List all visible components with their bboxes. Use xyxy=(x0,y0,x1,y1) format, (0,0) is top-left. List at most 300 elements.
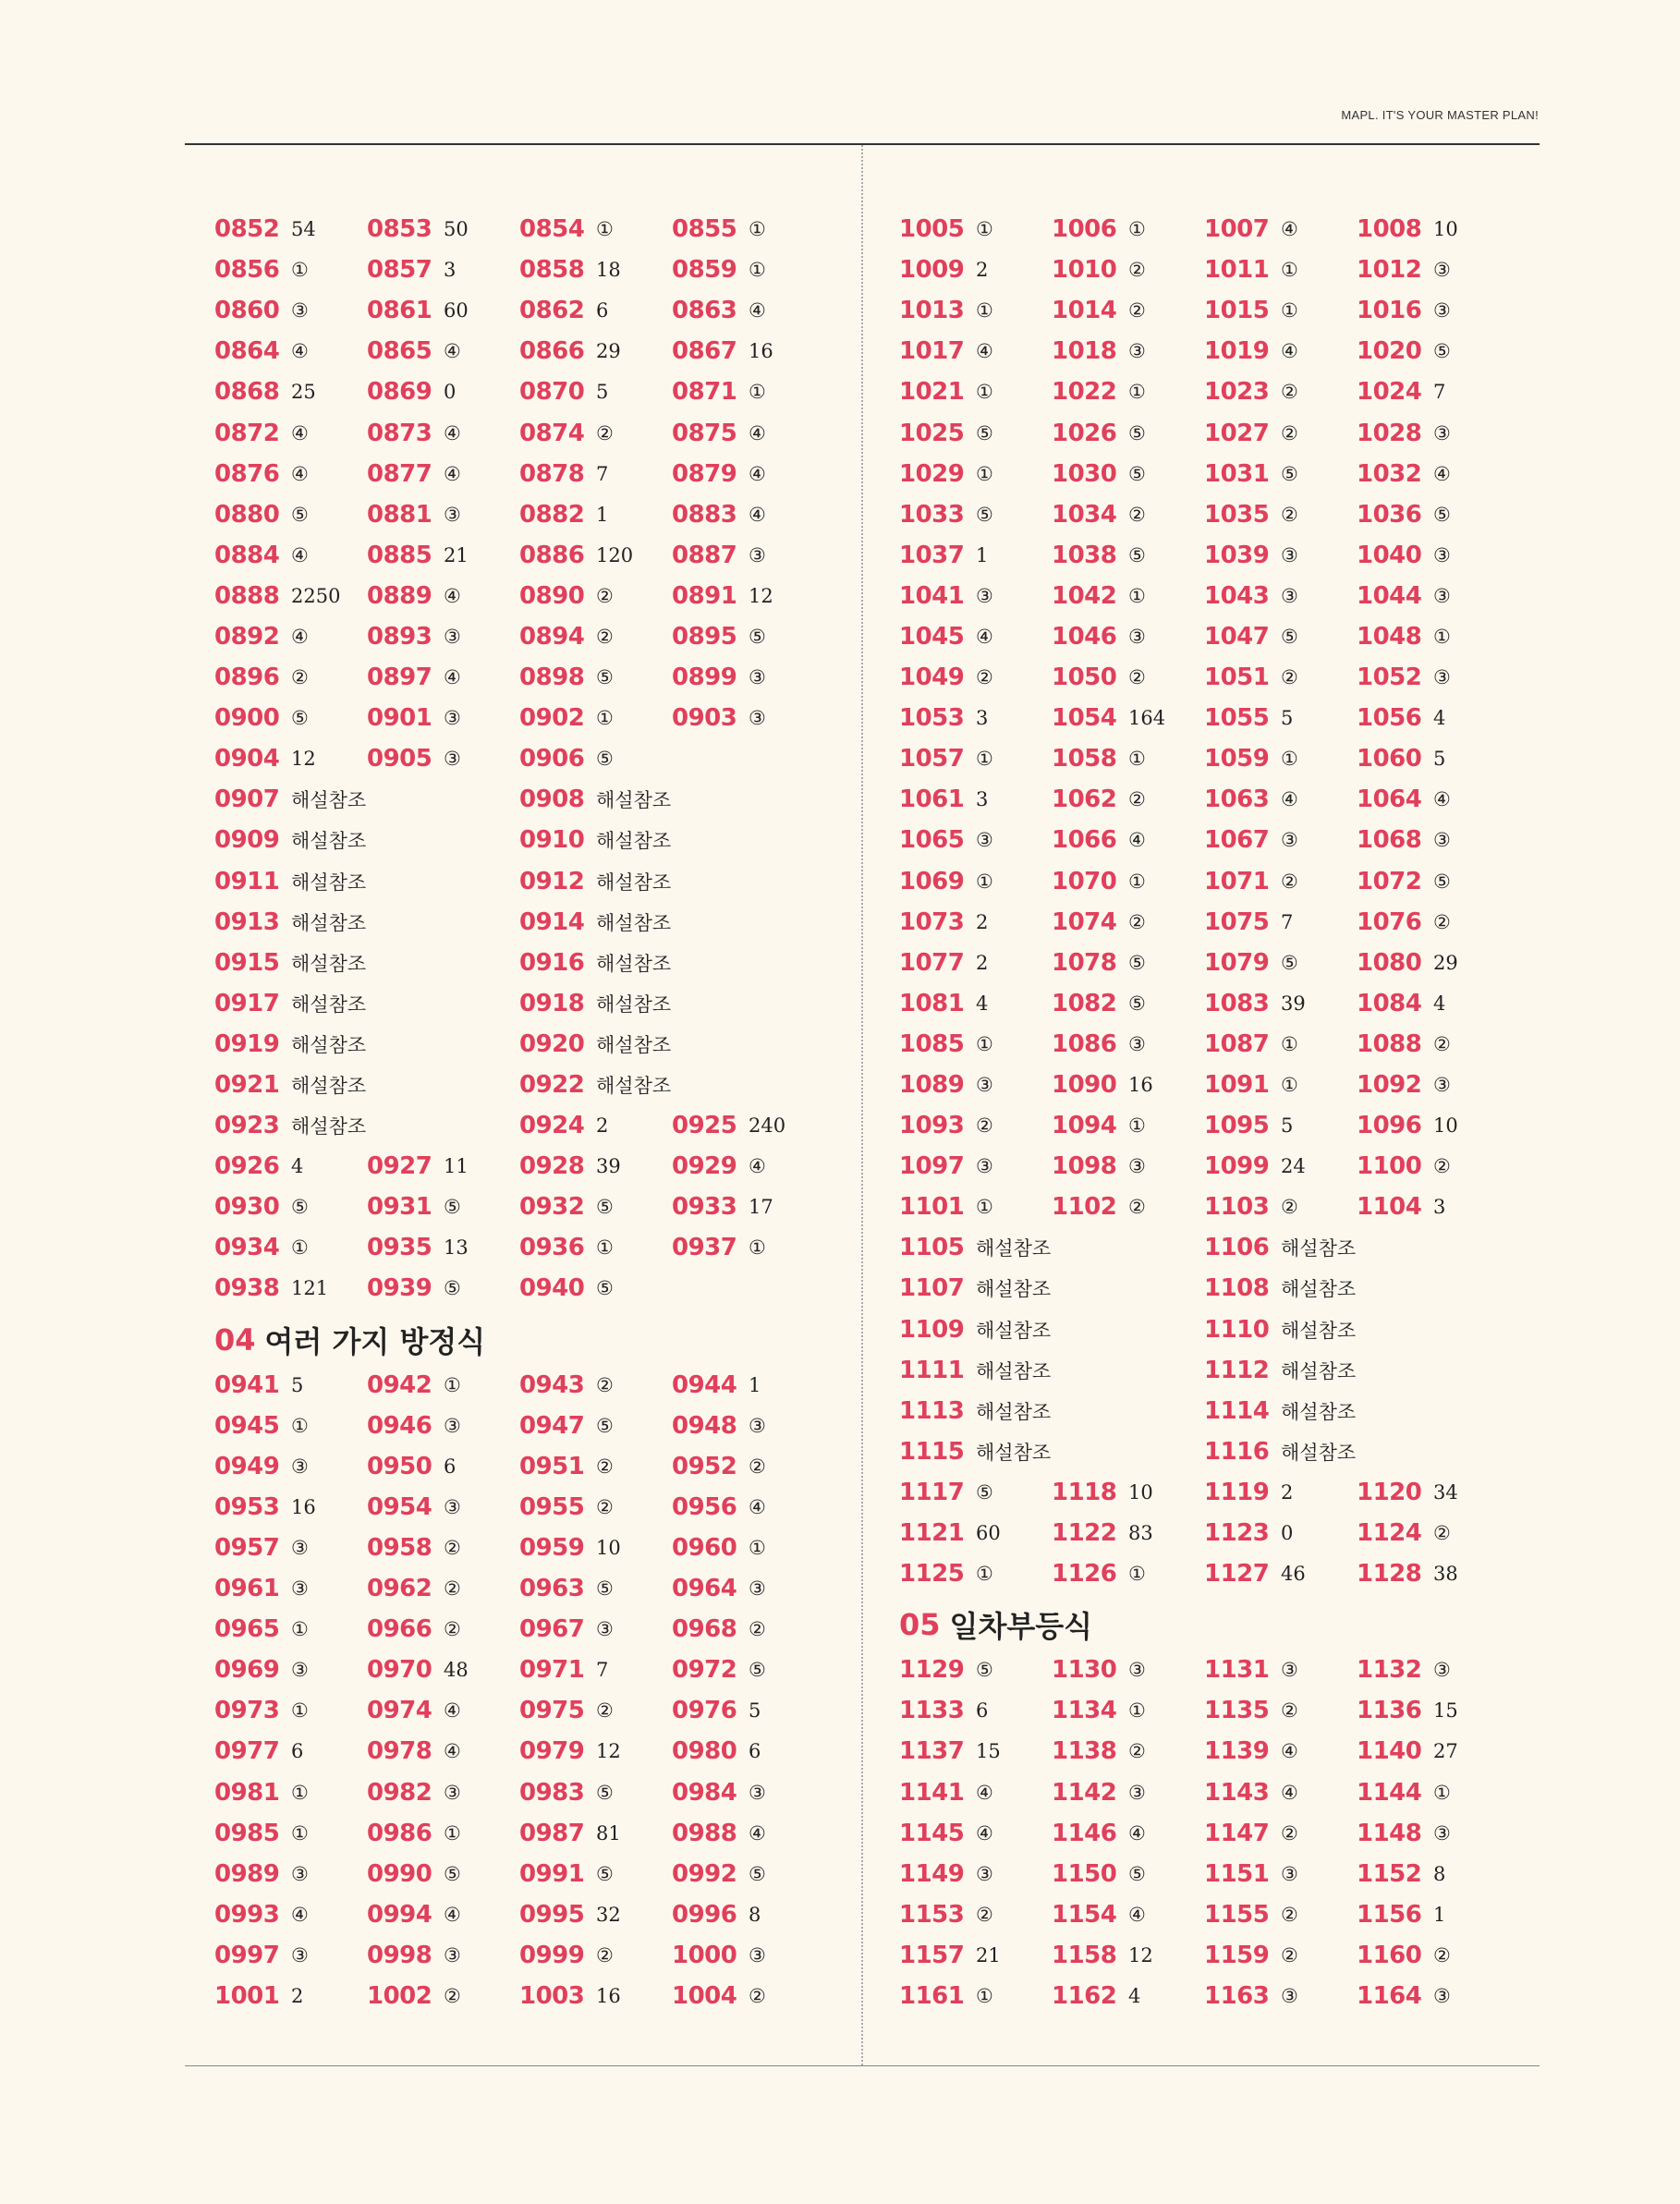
answer-value: ③ xyxy=(291,1943,309,1967)
problem-number: 0897 xyxy=(367,664,432,692)
answer-value: ⑤ xyxy=(1128,421,1146,444)
problem-number: 0947 xyxy=(519,1411,585,1440)
answer-row xyxy=(899,1690,1528,1731)
answer-value: 해설참조 xyxy=(291,871,367,894)
problem-number: 1095 xyxy=(1204,1112,1270,1140)
answer-value: 120 xyxy=(596,543,634,566)
problem-number: 1149 xyxy=(899,1859,965,1888)
problem-number: 0893 xyxy=(367,622,432,651)
answer-row xyxy=(899,1772,1528,1812)
problem-number: 1122 xyxy=(1052,1519,1117,1548)
problem-number: 0896 xyxy=(214,664,280,692)
answer-value: ① xyxy=(976,462,993,485)
problem-number: 1130 xyxy=(1052,1656,1117,1685)
answer-value: ④ xyxy=(749,421,766,444)
answer-pair xyxy=(672,1234,824,1261)
answer-pair xyxy=(367,337,519,365)
answer-value: ③ xyxy=(1281,1659,1298,1682)
answer-value: ④ xyxy=(444,1903,461,1926)
answer-pair xyxy=(214,826,519,854)
answer-pair xyxy=(672,1193,824,1221)
answer-value: 2 xyxy=(1281,1480,1294,1504)
problem-number: 1033 xyxy=(899,500,965,529)
answer-value: ② xyxy=(1281,870,1298,893)
answer-pair xyxy=(899,785,1052,813)
answer-pair xyxy=(899,1234,1204,1261)
answer-value: ① xyxy=(1128,1563,1146,1586)
answer-pair xyxy=(1052,378,1204,406)
answer-row xyxy=(214,576,843,616)
answer-row xyxy=(214,1935,843,1976)
problem-number: 1037 xyxy=(899,541,965,569)
answer-pair xyxy=(899,1656,1052,1684)
problem-number: 1108 xyxy=(1204,1274,1270,1303)
answer-pair xyxy=(672,256,824,284)
answer-pair xyxy=(1357,1697,1509,1724)
answer-value: 1 xyxy=(976,543,989,566)
problem-number: 1090 xyxy=(1052,1071,1117,1100)
answer-pair xyxy=(672,215,824,243)
answer-value: ① xyxy=(976,748,993,771)
answer-value: 해설참조 xyxy=(291,992,367,1016)
answer-pair xyxy=(214,1615,367,1643)
problem-number: 1029 xyxy=(899,459,965,488)
answer-row xyxy=(214,1731,843,1772)
problem-number: 0956 xyxy=(672,1492,737,1521)
answer-pair xyxy=(672,460,824,488)
answer-value: 10 xyxy=(1433,218,1458,241)
answer-pair xyxy=(899,460,1052,488)
answer-pair xyxy=(899,868,1052,895)
answer-row xyxy=(899,698,1528,738)
answer-pair xyxy=(214,1112,519,1139)
answer-pair xyxy=(1357,1519,1509,1547)
section-number: 05 xyxy=(899,1607,941,1643)
problem-number: 0869 xyxy=(367,378,432,407)
problem-number: 1113 xyxy=(899,1396,965,1425)
answer-value: 12 xyxy=(291,748,316,771)
answer-pair xyxy=(1204,1737,1357,1765)
answer-value: 39 xyxy=(1281,992,1306,1015)
problem-number: 0998 xyxy=(367,1941,432,1969)
answer-value: ③ xyxy=(749,543,766,566)
answer-value: 6 xyxy=(444,1455,457,1478)
answer-value: ⑤ xyxy=(596,748,614,771)
problem-number: 1045 xyxy=(899,622,965,651)
answer-row xyxy=(214,1568,843,1609)
problem-number: 1079 xyxy=(1204,948,1270,977)
problem-number: 1003 xyxy=(519,1981,585,2010)
problem-number: 0923 xyxy=(214,1112,280,1140)
answer-value: ② xyxy=(596,1455,614,1478)
answer-value: ③ xyxy=(1433,666,1451,689)
problem-number: 0926 xyxy=(214,1152,280,1181)
problem-number: 1142 xyxy=(1052,1778,1117,1807)
problem-number: 1162 xyxy=(1052,1981,1117,2010)
problem-number: 0905 xyxy=(367,745,432,773)
answer-value: 10 xyxy=(596,1536,621,1559)
answer-value: ⑤ xyxy=(596,1577,614,1601)
answer-value: 11 xyxy=(444,1155,469,1178)
answer-value: ⑤ xyxy=(444,1277,461,1300)
problem-number: 0953 xyxy=(214,1492,280,1521)
problem-number: 0969 xyxy=(214,1656,280,1685)
answer-pair xyxy=(367,215,519,243)
answer-pair xyxy=(519,1030,824,1058)
problem-number: 0982 xyxy=(367,1778,432,1807)
answer-pair xyxy=(214,1371,367,1399)
answer-pair xyxy=(367,1737,519,1765)
problem-number: 1084 xyxy=(1357,989,1422,1017)
answer-value: ② xyxy=(1281,666,1298,689)
answer-pair xyxy=(1204,215,1357,243)
answer-row xyxy=(214,494,843,535)
problem-number: 1117 xyxy=(899,1478,965,1506)
problem-number: 0879 xyxy=(672,459,737,488)
answer-pair xyxy=(367,623,519,651)
answer-value: ① xyxy=(749,218,766,241)
answer-row xyxy=(899,1513,1528,1553)
problem-number: 0940 xyxy=(519,1274,585,1303)
answer-value: ⑤ xyxy=(596,1781,614,1804)
answer-value: 12 xyxy=(749,584,773,607)
answer-value: 4 xyxy=(1128,1984,1141,2007)
problem-number: 0962 xyxy=(367,1575,432,1603)
problem-number: 1097 xyxy=(899,1152,965,1181)
answer-value: ② xyxy=(596,1495,614,1518)
answer-value: ② xyxy=(749,1455,766,1478)
answer-value: ③ xyxy=(291,1455,309,1478)
answer-row xyxy=(214,1446,843,1487)
problem-number: 1088 xyxy=(1357,1029,1422,1058)
answer-pair xyxy=(367,582,519,610)
answer-pair xyxy=(519,704,672,732)
problem-number: 1023 xyxy=(1204,378,1270,407)
answer-pair xyxy=(1204,1479,1357,1506)
problem-number: 1116 xyxy=(1204,1437,1270,1466)
problem-number: 1036 xyxy=(1357,500,1422,529)
answer-value: ③ xyxy=(1128,1659,1146,1682)
answer-value: ② xyxy=(1281,1821,1298,1845)
answer-value: ② xyxy=(1128,910,1146,933)
problem-number: 1126 xyxy=(1052,1560,1117,1589)
problem-number: 1080 xyxy=(1357,948,1422,977)
problem-number: 0939 xyxy=(367,1274,432,1303)
problem-number: 0974 xyxy=(367,1697,432,1725)
answer-pair xyxy=(1204,704,1357,732)
problem-number: 1133 xyxy=(899,1697,965,1725)
answer-value: ⑤ xyxy=(596,1196,614,1219)
answer-pair xyxy=(1204,1357,1509,1384)
answer-value: ⑤ xyxy=(1433,503,1451,526)
problem-number: 1155 xyxy=(1204,1900,1270,1929)
answer-pair xyxy=(214,1071,519,1099)
answer-value: 34 xyxy=(1433,1480,1458,1504)
answer-pair xyxy=(519,378,672,406)
answer-value: ③ xyxy=(1433,543,1451,566)
answer-value: ⑤ xyxy=(444,1196,461,1219)
problem-number: 0857 xyxy=(367,256,432,285)
answer-pair xyxy=(214,1737,367,1765)
problem-number: 1051 xyxy=(1204,664,1270,692)
problem-number: 0858 xyxy=(519,256,585,285)
answer-pair xyxy=(1052,1193,1204,1221)
answer-pair xyxy=(1204,1982,1357,2010)
problem-number: 0967 xyxy=(519,1615,585,1644)
answer-pair xyxy=(1357,460,1509,488)
answer-pair xyxy=(899,501,1052,529)
problem-number: 0907 xyxy=(214,785,280,814)
problem-number: 1069 xyxy=(899,867,965,895)
answer-row xyxy=(899,1731,1528,1772)
problem-number: 0968 xyxy=(672,1615,737,1644)
problem-number: 1007 xyxy=(1204,215,1270,244)
answer-value: ③ xyxy=(976,584,993,607)
problem-number: 1114 xyxy=(1204,1396,1270,1425)
problem-number: 0891 xyxy=(672,581,737,610)
answer-row xyxy=(214,412,843,453)
answer-value: 8 xyxy=(1433,1862,1446,1885)
answer-pair xyxy=(672,542,824,569)
answer-value: ⑤ xyxy=(976,503,993,526)
answer-value: ⑤ xyxy=(1281,462,1298,485)
answer-value: 24 xyxy=(1281,1155,1306,1178)
answer-value: ④ xyxy=(444,1740,461,1763)
problem-number: 1124 xyxy=(1357,1519,1422,1548)
answer-pair xyxy=(1357,704,1509,732)
problem-number: 1028 xyxy=(1357,419,1422,447)
answer-row xyxy=(214,1609,843,1650)
problem-number: 0938 xyxy=(214,1274,280,1303)
problem-number: 0977 xyxy=(214,1737,280,1766)
problem-number: 1137 xyxy=(899,1737,965,1766)
problem-number: 0964 xyxy=(672,1575,737,1603)
answer-row xyxy=(214,1894,843,1935)
problem-number: 1054 xyxy=(1052,704,1117,733)
answer-value: ① xyxy=(1128,1699,1146,1723)
answer-row xyxy=(214,209,843,250)
answer-pair xyxy=(1357,1152,1509,1180)
answer-value: 27 xyxy=(1433,1740,1458,1763)
answer-value: 29 xyxy=(596,340,621,363)
problem-number: 0996 xyxy=(672,1900,737,1929)
answer-value: 해설참조 xyxy=(976,1237,1052,1260)
answer-value: 해설참조 xyxy=(291,1075,367,1098)
answer-pair xyxy=(1357,745,1509,773)
answer-pair xyxy=(1052,990,1204,1017)
answer-pair xyxy=(899,1274,1204,1302)
answer-pair xyxy=(1052,745,1204,773)
answer-row xyxy=(899,454,1528,494)
answer-pair xyxy=(214,501,367,529)
answer-pair xyxy=(899,1357,1204,1384)
answer-pair xyxy=(899,1519,1052,1547)
answer-pair xyxy=(1204,1071,1357,1099)
answer-pair xyxy=(1052,1820,1204,1847)
answer-row xyxy=(214,1813,843,1854)
answer-value: 25 xyxy=(291,381,316,404)
answer-row xyxy=(214,616,843,657)
answer-pair xyxy=(672,1860,824,1888)
answer-block xyxy=(899,1650,1528,2016)
answer-value: 6 xyxy=(596,299,609,323)
answer-value: ⑤ xyxy=(749,1862,766,1885)
problem-number: 0861 xyxy=(367,297,432,325)
answer-pair xyxy=(899,542,1052,569)
answer-pair xyxy=(214,1779,367,1807)
problem-number: 1092 xyxy=(1357,1071,1422,1100)
answer-pair xyxy=(1357,215,1509,243)
answer-row xyxy=(899,1105,1528,1146)
problem-number: 1011 xyxy=(1204,256,1270,285)
answer-pair xyxy=(1357,1860,1509,1888)
answer-value: ④ xyxy=(291,1903,309,1926)
answer-pair xyxy=(367,256,519,284)
problem-number: 1119 xyxy=(1204,1478,1270,1506)
answer-pair xyxy=(672,1493,824,1521)
answer-value: ① xyxy=(291,1699,309,1723)
problem-number: 0960 xyxy=(672,1533,737,1562)
answer-value: ③ xyxy=(1281,829,1298,852)
answer-value: 6 xyxy=(976,1699,989,1723)
answer-pair xyxy=(214,664,367,691)
problem-number: 0859 xyxy=(672,256,737,285)
problem-number: 0880 xyxy=(214,500,280,529)
answer-pair xyxy=(367,501,519,529)
problem-number: 0887 xyxy=(672,541,737,569)
answer-pair xyxy=(367,1615,519,1643)
answer-value: ⑤ xyxy=(291,1196,309,1219)
answer-pair xyxy=(1052,704,1204,732)
answer-value: 해설참조 xyxy=(291,830,367,853)
problem-number: 1161 xyxy=(899,1981,965,2010)
problem-number: 1001 xyxy=(214,1981,280,2010)
answer-value: ① xyxy=(1128,381,1146,404)
answer-value: 29 xyxy=(1433,951,1458,974)
answer-value: ② xyxy=(444,1618,461,1641)
answer-pair xyxy=(1357,1779,1509,1807)
answer-pair xyxy=(672,1901,824,1929)
problem-number: 0965 xyxy=(214,1615,280,1644)
problem-number: 1164 xyxy=(1357,1981,1422,2010)
answer-value: 54 xyxy=(291,218,316,241)
answer-pair xyxy=(899,1779,1052,1807)
problem-number: 0912 xyxy=(519,867,585,895)
problem-number: 1074 xyxy=(1052,907,1117,936)
problem-number: 1101 xyxy=(899,1193,965,1222)
answer-pair xyxy=(367,1274,519,1302)
problem-number: 0883 xyxy=(672,500,737,529)
problem-number: 0937 xyxy=(672,1234,737,1262)
problem-number: 0885 xyxy=(367,541,432,569)
problem-number: 0949 xyxy=(214,1452,280,1480)
problem-number: 1111 xyxy=(899,1356,965,1384)
section-heading xyxy=(899,1600,1528,1650)
problem-number: 0999 xyxy=(519,1941,585,1969)
answer-value: ① xyxy=(1281,1032,1298,1055)
problem-number: 0910 xyxy=(519,826,585,855)
problem-number: 0959 xyxy=(519,1533,585,1562)
answer-pair xyxy=(1357,1560,1509,1588)
answer-value: ⑤ xyxy=(596,1414,614,1437)
answer-pair xyxy=(519,664,672,691)
answer-pair xyxy=(1052,337,1204,365)
answer-pair xyxy=(899,1438,1204,1466)
answer-value: ④ xyxy=(1128,1821,1146,1845)
answer-value: 12 xyxy=(1128,1943,1153,1967)
answer-value: 7 xyxy=(1281,910,1294,933)
problem-number: 1066 xyxy=(1052,826,1117,855)
answer-value: ② xyxy=(596,1699,614,1723)
answer-pair xyxy=(214,1152,367,1180)
answer-value: 240 xyxy=(749,1114,786,1138)
answer-value: 해설참조 xyxy=(976,1441,1052,1464)
answer-value: 2 xyxy=(596,1114,609,1138)
problem-number: 0992 xyxy=(672,1859,737,1888)
answer-pair xyxy=(367,1193,519,1221)
answer-value: ① xyxy=(976,1196,993,1219)
answer-pair xyxy=(214,1982,367,2010)
left-column xyxy=(214,209,843,2016)
answer-value: 해설참조 xyxy=(291,1033,367,1056)
answer-value: 21 xyxy=(444,543,469,566)
answer-pair xyxy=(1204,420,1357,447)
answer-pair xyxy=(1052,664,1204,691)
answer-pair xyxy=(1052,623,1204,651)
problem-number: 0935 xyxy=(367,1234,432,1262)
answer-row xyxy=(899,576,1528,616)
answer-row xyxy=(899,1472,1528,1513)
problem-number: 1065 xyxy=(899,826,965,855)
problem-number: 1091 xyxy=(1204,1071,1270,1100)
answer-pair xyxy=(672,1737,824,1765)
answer-value: ① xyxy=(291,1236,309,1260)
answer-pair xyxy=(899,949,1052,977)
answer-value: ③ xyxy=(976,1074,993,1097)
answer-pair xyxy=(519,1575,672,1602)
problem-number: 0976 xyxy=(672,1697,737,1725)
answer-pair xyxy=(519,1615,672,1643)
problem-number: 1163 xyxy=(1204,1981,1270,2010)
problem-number: 0981 xyxy=(214,1778,280,1807)
answer-value: ④ xyxy=(749,299,766,323)
answer-row xyxy=(214,535,843,576)
answer-pair xyxy=(1052,1860,1204,1888)
answer-pair xyxy=(519,1412,672,1440)
answer-pair xyxy=(519,420,672,447)
problem-number: 0920 xyxy=(519,1029,585,1058)
section-title: 여러 가지 방정식 xyxy=(264,1323,486,1359)
answer-value: ④ xyxy=(1433,462,1451,485)
answer-value: 1 xyxy=(596,503,609,526)
answer-block xyxy=(899,209,1528,1227)
answer-value: ③ xyxy=(1128,1781,1146,1804)
problem-number: 1087 xyxy=(1204,1029,1270,1058)
answer-value: ③ xyxy=(749,1781,766,1804)
answer-value: ③ xyxy=(444,1414,461,1437)
answer-value: 해설참조 xyxy=(976,1400,1052,1423)
problem-number: 1041 xyxy=(899,581,965,610)
answer-pair xyxy=(1204,1860,1357,1888)
answer-pair xyxy=(672,1656,824,1684)
answer-value: ② xyxy=(1433,1943,1451,1967)
answer-value: ④ xyxy=(749,503,766,526)
problem-number: 1025 xyxy=(899,419,965,447)
answer-pair xyxy=(672,1112,824,1139)
answer-pair xyxy=(1052,1112,1204,1139)
answer-row xyxy=(214,1146,843,1187)
answer-value: 3 xyxy=(1433,1196,1446,1219)
